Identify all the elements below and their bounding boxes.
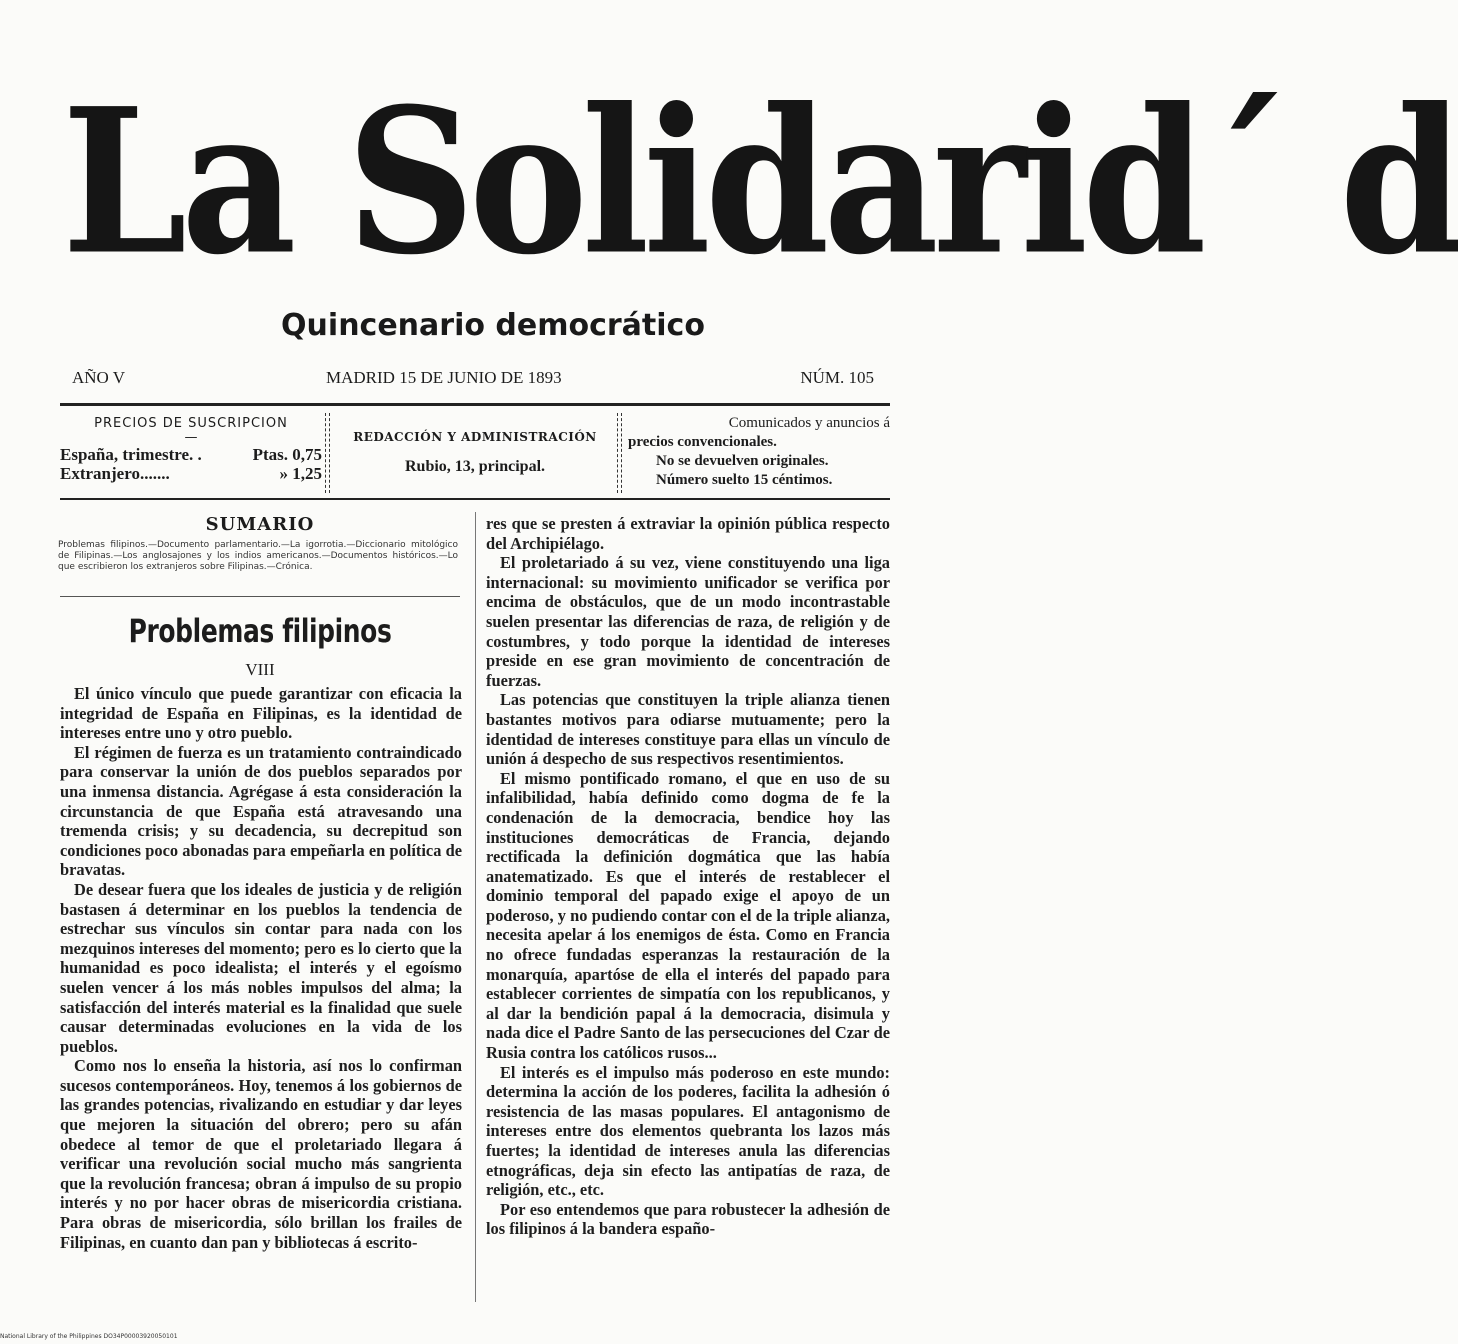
notices-box [628,410,890,495]
year-label: AÑO V [72,368,126,387]
box-divider [325,413,330,493]
price-value: Ptas. 0,75 [252,445,322,464]
box-divider [617,413,622,493]
column-divider [475,512,476,1302]
issue-number: NÚM. 105 [800,368,874,387]
masthead-title: La Solidarid´ d [62,64,1458,299]
section-number: VIII [245,660,275,679]
sumario-rule [60,596,460,597]
article-paragraph: Las potencias que constituyen la triple alianza tienen bastantes motivos para odiarse mutuamente; pero la identidad de intereses constituye para ellas un vínculo de unión á despecho de sus respectivos resentimientos. [486,690,890,769]
bottom-rule [60,498,890,500]
top-rule [60,403,890,406]
price-label: España, trimestre. . [60,445,202,464]
article-paragraph: De desear fuera que los ideales de justicia y de religión bastasen á determinar en los pueblos la tendencia de estrechar sus vínculos sin contar para nada con los mezquinos intereses del momento; pero es lo cierto que la humanidad es poco idealista; el interés y el egoísmo suelen vencer á los más nobles impulsos del alma; la satisfacción del interés material es la finalidad que suele causar determinadas evoluciones en la vida de los pueblos. [60,879,462,1056]
subscription-dash: — [184,430,198,445]
sumario-text: Problemas filipinos.—Documento parlamentario.—La igorrotia.—Diccionario mitológico de Filipinas.—Los anglosajones y los indios americanos.—Documentos históricos.—Lo que escribieron los extranjeros sobre Filipinas.—Crónica. [58,540,458,572]
dateline [72,368,874,392]
subscription-heading: PRECIOS DE SUSCRIPCION [94,416,288,431]
redaccion-address: Rubio, 13, principal. [404,458,546,475]
article-paragraph: El mismo pontificado romano, el que en uso de su infalibilidad, había definido como dogma de fe la condenación de la democracia, bendice hoy las instituciones democráticas de Francia, dejando rectificada la definición dogmática que las había anatematizado. Es que el interés de restablecer el dominio temporal del papado exige el apoyo de un poderoso, y no pudiendo contar con el de la triple alianza, necesita apelar á los enemigos de ésta. Como en Francia no ofrece fundadas esperanzas la restauración de la monarquía, apartóse de ella el interés del papado para establecer corrientes de simpatía con los republicanos, y al dar la bendición papal á la democracia, disimula y nada dice el Padre Santo de las persecuciones del Czar de Rusia contra los católicos rusos... [486,768,890,1063]
price-label: Extranjero....... [60,464,170,483]
price-row [60,464,322,483]
sumario-title: SUMARIO [205,514,315,535]
date-label: MADRID 15 DE JUNIO DE 1893 [326,368,562,387]
article-paragraph: Por eso entendemos que para robustecer la adhesión de los filipinos á la bandera españo- [486,1199,890,1239]
subtitle: Quincenario democrático [281,308,705,343]
price-value: » 1,25 [279,464,322,483]
notice-line: No se devuelven originales. [656,453,829,469]
article-paragraph: El régimen de fuerza es un tratamiento contraindicado para conservar la unión de dos pueblos separados por una inmensa distancia. Agrégase á esta consideración la circunstancia de que España está atravesando una tremenda crisis; y su decadencia, su decrepitud son condiciones poco abonadas para empeñarla en política de bravatas. [60,742,462,880]
redaccion-box [335,410,615,495]
article-paragraph: Como nos lo enseña la historia, así nos lo confirman sucesos contemporáneos. Hoy, tenemos á los gobiernos de las grandes potencias, rivalizando en estudiar y dar leyes que mejoren la situación del obrero; pero su afán obedece al temor de que el proletariado llegara á verificar una revolución social mucho más sangrienta que la revolución francesa; obran á impulso de su propio interés y no por hacer obras de misericordia cristiana. Para obras de misericordia, sólo brillan los frailes de Filipinas, en cuanto dan pan y bibliotecas á escrito- [60,1056,462,1252]
left-column [60,684,462,1252]
subscription-box [60,410,322,495]
price-row [60,445,322,464]
notice-line: Comunicados y anuncios á [728,415,890,431]
right-column [486,514,890,1239]
redaccion-heading: REDACCIÓN Y ADMINISTRACIÓN [353,430,597,444]
notice-line: precios convencionales. [628,434,777,450]
notice-line: Número suelto 15 céntimos. [656,472,833,488]
article-paragraph: El único vínculo que puede garantizar con eficacia la integridad de España en Filipinas, es la identidad de intereses entre uno y otro pueblo. [60,684,462,743]
article-title: Problemas filipinos [128,612,392,650]
archive-footer: National Library of the Philippines DO34P00003920050101 [0,1333,178,1340]
article-paragraph: res que se presten á extraviar la opinión pública respecto del Archipiélago. [486,514,890,553]
article-paragraph: El proletariado á su vez, viene constituyendo una liga internacional: su movimiento unificador se verifica por encima de obstáculos, que de un modo incontrastable suelen presentar las diferencias de raza, de religión y de costumbres, y todo porque la identidad de intereses preside en ese gran movimiento de concentración de fuerzas. [486,553,890,690]
article-paragraph: El interés es el impulso más poderoso en este mundo: determina la acción de los poderes, facilita la adhesión ó resistencia de las masas populares. El antagonismo de intereses entre dos elementos quebranta los lazos más fuertes; la identidad de intereses anula las diferencias etnográficas, deja sin efecto las antipatías de raza, de religión, etc., etc. [486,1062,890,1200]
